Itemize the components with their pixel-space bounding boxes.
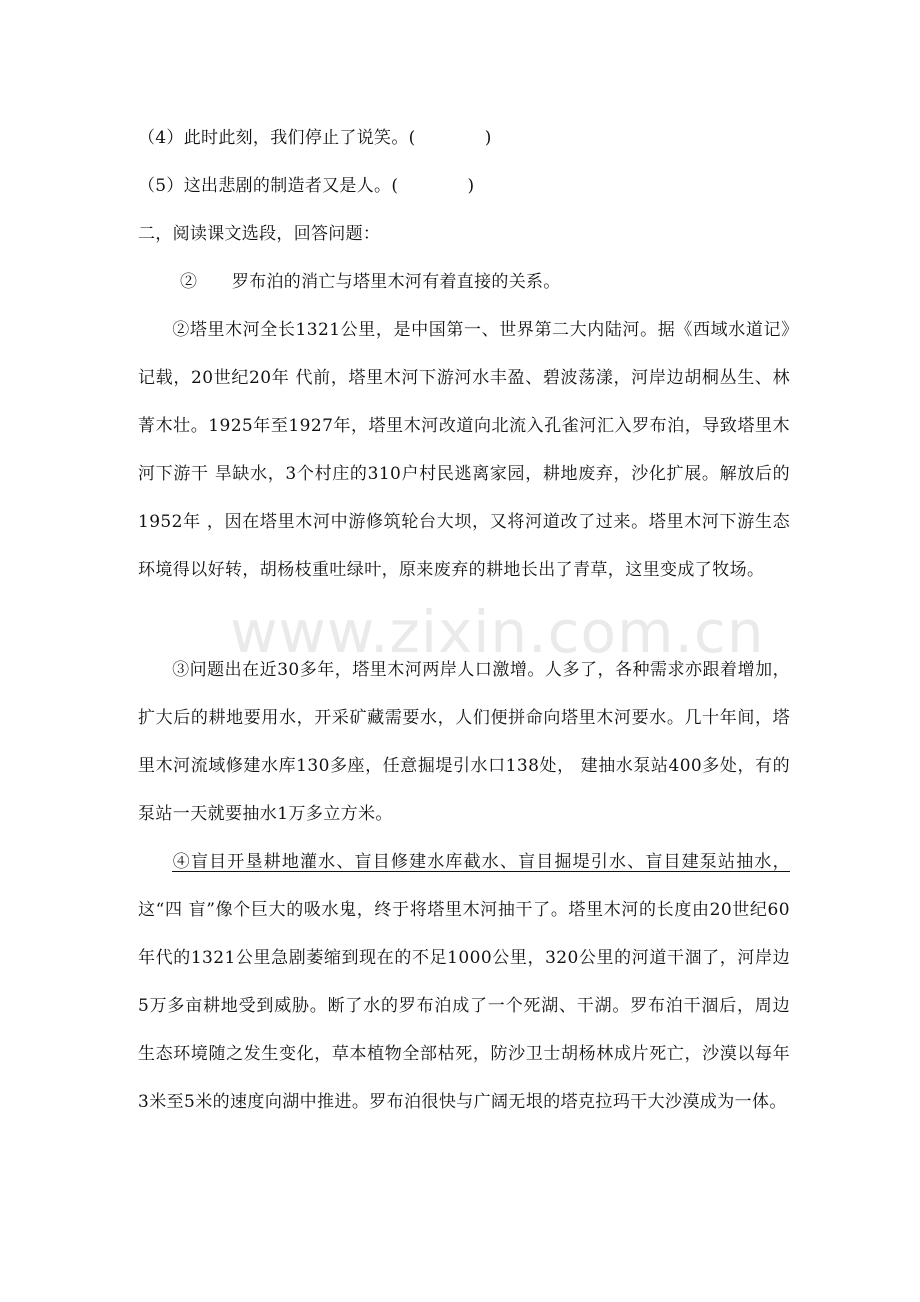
paragraph-4	[138, 838, 790, 1126]
paragraph-3	[138, 646, 790, 838]
paragraph-4-underlined: ④盲目开垦耕地灌水、盲目修建水库截水、盲目掘堤引水、盲目建泵站抽水，	[172, 852, 790, 872]
question-5: （5）这出悲剧的制造者又是人。( )	[138, 176, 475, 196]
watermark: www.zixin.com.cn	[230, 598, 765, 666]
paragraph-2-text: ②塔里木河全长1321公里，是中国第一、世界第二大内陆河。据《西域水道记》记载，20世纪20年 代前，塔里木河下游河水丰盈、碧波荡漾，河岸边胡桐丛生、林菁木壮。1925年至1927年，塔里木河改道向北流入孔雀河汇入罗布泊，导致塔里木河下游干 旱缺水，3个村庄的310户村民逃离家园，耕地废弃，沙化扩展。解放后的1952年 ，因在塔里木河中游修筑轮台大坝，又将河道改了过来。塔里木河下游生态环境得以好转，胡杨枝重吐绿叶，原来废弃的耕地长出了青草，这里变成了牧场。	[138, 320, 790, 580]
paragraph-4-text: 这“四 盲”像个巨大的吸水鬼，终于将塔里木河抽干了。塔里木河的长度由20世纪60年代的1321公里急剧萎缩到现在的不足1000公里，320公里的河道干涸了，河岸边5万多亩耕地受到威胁。断了水的罗布泊成了一个死湖、干湖。罗布泊干涸后，周边生态环境随之发生变化，草本植物全部枯死，防沙卫士胡杨林成片死亡，沙漠以每年3米至5米的速度向湖中推进。罗布泊很快与广阔无垠的塔克拉玛干大沙漠成为一体。	[138, 900, 790, 1112]
paragraph-intro: ② 罗布泊的消亡与塔里木河有着直接的关系。	[180, 272, 561, 292]
paragraph-2	[138, 306, 790, 594]
paragraph-3-text: ③问题出在近30多年，塔里木河两岸人口激增。人多了，各种需求亦跟着增加，扩大后的耕地要用水，开采矿藏需要水，人们便拼命向塔里木河要水。几十年间，塔里木河流域修建水库130多座，任意掘堤引水口138处， 建抽水泵站400多处，有的泵站一天就要抽水1万多立方米。	[138, 660, 790, 824]
question-4: （4）此时此刻，我们停止了说笑。( )	[138, 128, 492, 148]
section-heading: 二，阅读课文选段，回答问题：	[138, 224, 381, 244]
